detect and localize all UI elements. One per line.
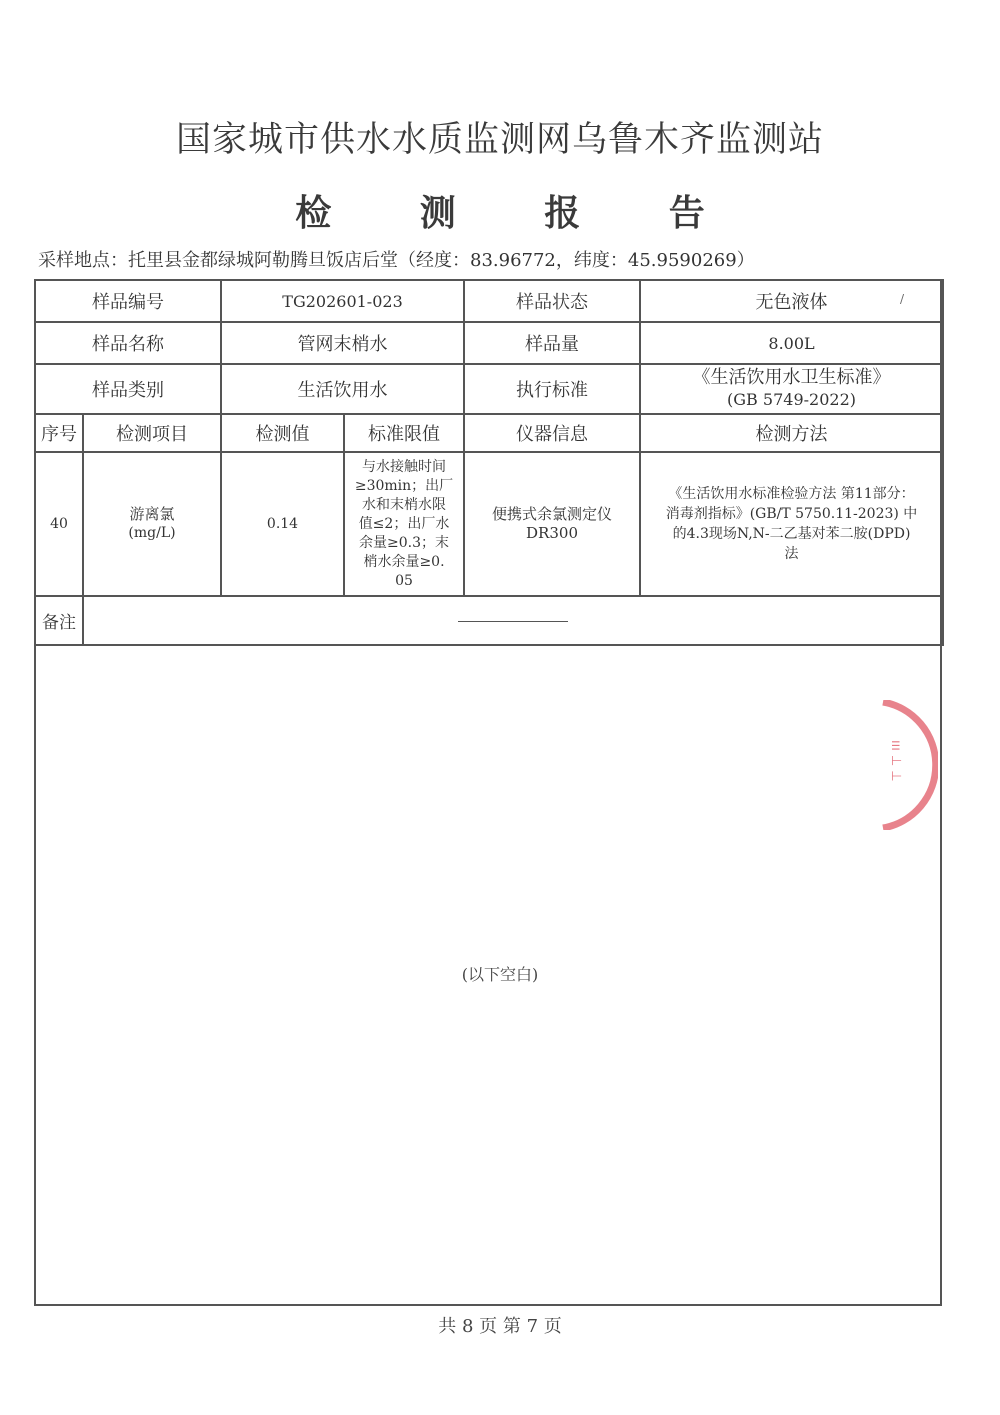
sample-name-value: 管网末梢水 [221,322,464,364]
col-header-limit: 标准限值 [344,414,464,452]
results-header-row [35,414,943,452]
sample-name-label: 样品名称 [35,322,221,364]
table-row [35,280,943,322]
instrument-model: DR300 [526,524,578,542]
sample-status-value: 无色液体 [640,280,943,322]
limit-line: 余量≥0.3；末 [359,534,449,551]
table-row [35,452,943,596]
col-header-item: 检测项目 [83,414,221,452]
report-title: 检 测 报 告 [295,193,743,234]
sample-status-label: 样品状态 [464,280,640,322]
sampling-location: 采样地点：托里县金都绿城阿勒腾旦饭店后堂（经度：83.96772，纬度：45.9590269） [38,250,755,271]
standard-code: (GB 5749-2022) [727,390,856,409]
limit-line: 05 [395,572,413,589]
row-value: 0.14 [221,452,344,596]
row-item [83,452,221,596]
remarks-label: 备注 [35,596,83,645]
remarks-row [35,596,943,645]
item-unit: (mg/L) [128,525,176,541]
table-row [35,364,943,414]
sample-no-value: TG202601-023 [221,280,464,322]
method-line: 消毒剂指标》(GB/T 5750.11-2023) 中 [665,506,918,522]
sample-amount-label: 样品量 [464,322,640,364]
sample-category-value: 生活饮用水 [221,364,464,414]
sample-category-label: 样品类别 [35,364,221,414]
row-no: 40 [35,452,83,596]
limit-line: 与水接触时间 [362,458,446,475]
row-instrument [464,452,640,596]
item-name: 游离氯 [129,505,175,523]
standard-label: 执行标准 [464,364,640,414]
col-header-method: 检测方法 [640,414,943,452]
limit-line: ≥30min；出厂 [354,477,454,494]
col-header-instrument: 仪器信息 [464,414,640,452]
row-method [640,452,943,596]
limit-line: 水和末梢水限 [362,496,446,513]
col-header-value: 检测值 [221,414,344,452]
table-row [35,322,943,364]
standard-name: 《生活饮用水卫生标准》 [692,367,891,388]
method-line: 法 [784,546,799,562]
col-header-no: 序号 [35,414,83,452]
report-table [34,279,944,646]
official-seal [878,700,938,830]
limit-line: 值≤2；出厂水 [358,515,450,532]
organization-title: 国家城市供水水质监测网乌鲁木齐监测站 [175,120,824,160]
blank-below-note: (以下空白) [461,965,539,984]
page-footer: 共 8 页 第 7 页 [438,1316,562,1337]
method-line: 的4.3现场N,N-二乙基对苯二胺(DPD) [672,526,911,542]
svg-text:ııı ⊥ ⊥: ııı ⊥ ⊥ [888,740,903,782]
row-limit [344,452,464,596]
sample-amount-value: 8.00L [640,322,943,364]
pen-mark: / [900,292,905,306]
sample-no-label: 样品编号 [35,280,221,322]
method-line: 《生活饮用水标准检验方法 第11部分： [668,486,915,502]
empty-dash [458,621,568,622]
instrument-name: 便携式余氯测定仪 [492,505,613,523]
limit-line: 梢水余量≥0. [363,553,445,570]
standard-value [640,364,943,414]
remarks-value [83,596,943,645]
